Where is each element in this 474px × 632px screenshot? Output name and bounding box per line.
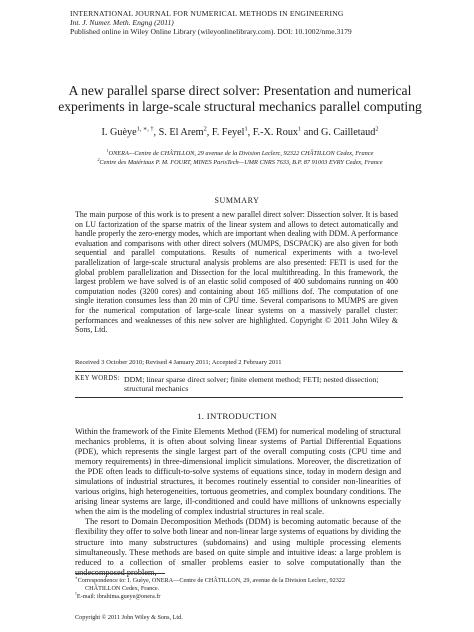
- author-name: F.-X. Roux: [252, 127, 299, 138]
- paragraph: Within the framework of the Finite Elements Method (FEM) for numerical modeling of structural mechanics problems, it is often about solving linear systems of Partial Differential Equations (PDE), which represents the single largest part of the overall computing costs (CPU time and memory requirements) in three-dimensional implicit simulations. Moreover, the discretization of the PDE often leads to difficult-to-solve systems of equations since, today in modern design and simulations of industrial structures, it becomes routinely essential to consider non-linearities of various origins, high heterogeneities, tortuous geometries, and complex boundary conditions. The arising linear systems are large, ill-conditioned and could have millions of unknowns especially when the aim is the modeling of complex industrial structures in real scale.: [75, 427, 401, 517]
- summary-heading: SUMMARY: [214, 196, 260, 205]
- journal-header: [70, 9, 352, 37]
- author-name: G. Cailletaud: [320, 127, 376, 138]
- footnote-rule: [75, 573, 165, 574]
- publication-info: Published online in Wiley Online Library (wileyonlinelibrary.com). DOI: 10.1002/nme.3179: [70, 27, 352, 37]
- author-marks: 1: [244, 125, 248, 133]
- author-marks: 2: [203, 125, 207, 133]
- footnote-email: †E-mail: ibrahima.gueye@onera.fr: [75, 591, 161, 600]
- author-marks: 1: [298, 125, 302, 133]
- abstract-text: The main purpose of this work is to present a new parallel direct solver: Dissection solver. It is based on LU factorization of the sparse matrix of the linear system and allows to detect automatically and handle properly the zero-energy modes, which are important when dealing with DDM. A performance evaluation and comparisons with other direct solvers (MUMPS, DSCPACK) are also given for both sequential and parallel computations. Results of numerical experiments with a two-level parallelization of large-scale structural analysis problems are also presented: FETI is used for the global problem parallelization and Dissection for the local multithreading. In this framework, the largest problem we have solved is of an elastic solid composed of 400 subdomains running on 400 computation nodes (3200 cores) and containing about 165 millions dof. The computation of one single iteration consumes less than 20 min of CPU time. Several comparisons to MUMPS are given for the numerical computation of large-scale linear systems on a massively parallel cluster: performances and weaknesses of this new solver are highlighted. Copyright © 2011 John Wiley & Sons, Ltd.: [75, 210, 398, 335]
- author-marks: 2: [375, 125, 379, 133]
- author-name: F. Feyel: [211, 127, 245, 138]
- author-list: I. Guèye$^{1, ∗, \dagger}$, S. El Arem$^2$, F. Feyel$^1$, F.-X. Roux$^1$ and G. Cailletaud$^2$: [101, 125, 379, 138]
- paper-title: A new parallel sparse direct solver: Presentation and numerical experiments in large-scale structural mechanics parallel computing: [58, 83, 422, 114]
- paragraph: The resort to Domain Decomposition Methods (DDM) is becoming automatic because of the flexibility they offer to solve both linear and non-linear large systems of equations by dividing the structure into many substructures (subdomains) and using multiple processing elements simultaneously. These methods are based on quite simple and intuitive ideas: a large problem is reduced to a collection of smaller problems easier to solve computationally than the undecomposed problem,: [75, 517, 401, 577]
- section-heading: 1. INTRODUCTION: [197, 411, 277, 421]
- journal-name: INTERNATIONAL JOURNAL FOR NUMERICAL METHODS IN ENGINEERING: [70, 9, 344, 18]
- affiliation: $^1$ONERA—Centre de CHÂTILLON, 29 avenue de la Division Leclerc, 92322 CHÂTILLON Cedex, France: [106, 148, 374, 157]
- affiliation: $^2$Centre des Matériaux P. M. FOURT, MINES ParisTech—UMR CNRS 7633, B.P. 87 91003 EVRY Cedex, France: [97, 157, 383, 166]
- footnotes: [75, 577, 405, 601]
- author-name: I. Guèye: [101, 127, 137, 138]
- divider-rule: [75, 397, 403, 398]
- divider-rule: [75, 371, 403, 372]
- author-marks: 1, ∗, †: [136, 125, 154, 133]
- received-dates: Received 3 October 2010; Revised 4 January 2011; Accepted 2 February 2011: [75, 359, 282, 366]
- keywords-text: DDM; linear sparse direct solver; finite element method; FETI; nested dissection; structural mechanics: [124, 375, 379, 394]
- journal-citation: Int. J. Numer. Meth. Engng (2011): [70, 18, 174, 28]
- author-name: S. El Arem: [158, 127, 204, 138]
- introduction-body: [75, 427, 401, 578]
- affiliations: [40, 150, 440, 167]
- footnote-correspondence: ∗Correspondence to: I. Guèye, ONERA—Centre de CHÂTILLON, 29, avenue de la Division Leclerc, 92322: [75, 575, 345, 584]
- keywords-label: KEY WORDS:: [75, 375, 120, 382]
- footnote-correspondence-cont: CHÂTILLON Cedex, France.: [85, 585, 160, 592]
- copyright-notice: Copyright © 2011 John Wiley & Sons, Ltd.: [75, 614, 183, 621]
